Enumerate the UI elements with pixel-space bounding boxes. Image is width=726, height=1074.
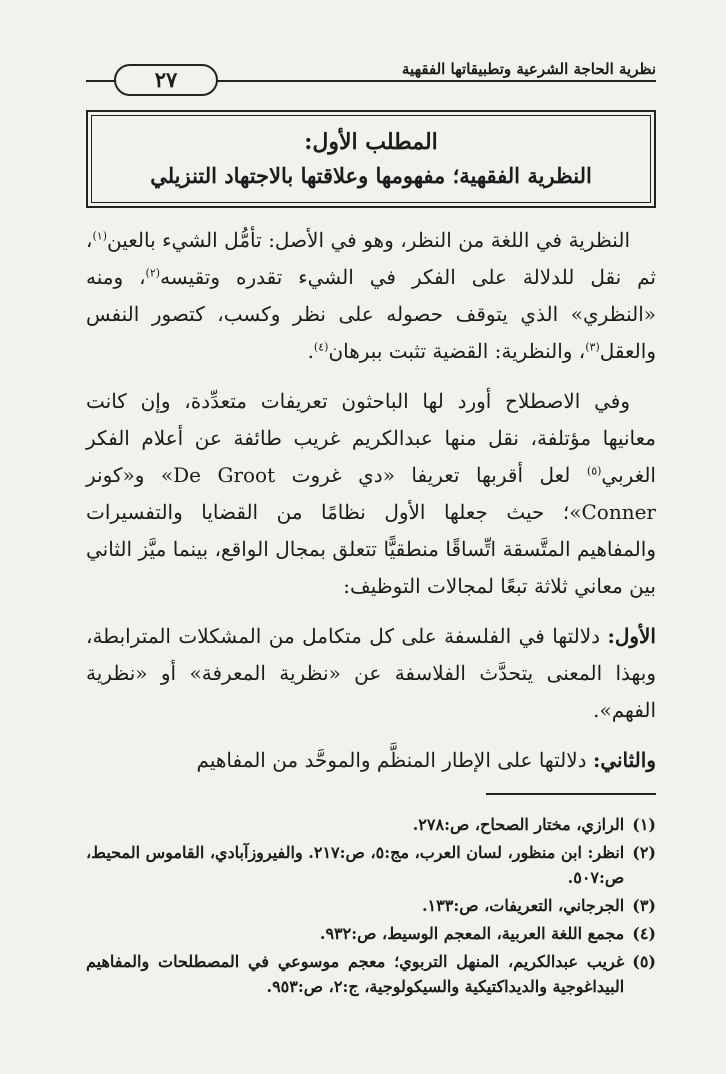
- footnote-text: الجرجاني، التعريفات، ص:١٣٣.: [421, 896, 625, 915]
- footnote-1: [86, 812, 656, 837]
- footnote-ref-3[interactable]: (٣): [585, 340, 600, 354]
- paragraph-text: ، ثم نقل للدلالة على الفكر في الشيء تقدره وتقيسه: [86, 228, 656, 289]
- footnote-ref-1[interactable]: (١): [92, 229, 107, 243]
- paragraph-text: .: [307, 339, 314, 363]
- paragraph-text: وفي الاصطلاح أورد لها الباحثون تعريفات متعدِّدة، وإن كانت معانيها مؤتلفة، نقل منها عبدالكريم غريب طائفة عن أعلام الفكر الغربي: [86, 389, 656, 487]
- running-header: [86, 58, 656, 102]
- footnote-number: (٣): [632, 896, 656, 915]
- paragraph-linguistic-definition: [86, 222, 656, 370]
- header-title: نظرية الحاجة الشرعية وتطبيقاتها الفقهية: [394, 60, 656, 78]
- paragraph-lead: الأول:: [607, 624, 656, 648]
- footnote-ref-4[interactable]: (٤): [313, 340, 329, 354]
- body-text: [86, 222, 656, 792]
- paragraph-text: لعل أقربها تعريفا «دي غروت De Groot» و«كونر Conner»؛ حيث جعلها الأول نظامًا من القضايا والتفسيرات والمفاهيم المتَّسقة اتِّساقًا منطقيًّا تتعلق بمجال الواقع، بينما ميَّز الثاني بين معاني ثلاثة تبعًا لمجالات التوظيف:: [86, 463, 656, 598]
- paragraph-text: دلالتها في الفلسفة على كل متكامل من المشكلات المترابطة، وبهذا المعنى يتحدَّث الفلاسفة عن «نظرية المعرفة» أو «نظرية الفهم».: [86, 624, 656, 722]
- section-title: النظرية الفقهية؛ مفهومها وعلاقتها بالاجتهاد التنزيلي: [150, 163, 592, 188]
- footnotes: [86, 812, 656, 1002]
- section-title-inner-frame: [91, 115, 651, 203]
- paragraph-text: دلالتها على الإطار المنظَّم والموحَّد من المفاهيم: [196, 748, 593, 772]
- footnote-ref-2[interactable]: (٢): [145, 266, 161, 280]
- paragraph-second-meaning: [86, 742, 656, 779]
- footnote-text: غريب عبدالكريم، المنهل التربوي؛ معجم موسوعي في المصطلحات والمفاهيم البيداغوجية والديداكتيكية والسيكولوجية، ج:٢، ص:٩٥٣.: [86, 952, 625, 996]
- footnote-5: [86, 949, 656, 999]
- footnote-ref-5[interactable]: (٥): [586, 464, 602, 478]
- paragraph-first-meaning: [86, 618, 656, 729]
- footnote-number: (٥): [632, 952, 656, 971]
- footnote-4: [86, 921, 656, 946]
- paragraph-technical-definition: [86, 383, 656, 605]
- footnote-number: (١): [632, 815, 656, 834]
- footnote-2: [86, 840, 656, 890]
- footnote-number: (٢): [632, 843, 656, 862]
- footnote-text: الرازي، مختار الصحاح، ص:٢٧٨.: [412, 815, 625, 834]
- footnote-separator: [486, 793, 656, 795]
- page-number: ٢٧: [114, 64, 218, 96]
- section-label: المطلب الأول:: [304, 129, 438, 155]
- footnote-text: مجمع اللغة العربية، المعجم الوسيط، ص:٩٣٢.: [319, 924, 625, 943]
- footnote-number: (٤): [632, 924, 656, 943]
- paragraph-lead: والثاني:: [592, 748, 656, 772]
- paragraph-text: النظرية في اللغة من النظر، وهو في الأصل: تأمُّل الشيء بالعين: [106, 228, 630, 252]
- paragraph-text: ، ومنه «النظري» الذي يتوقف حصوله على نظر وكسب، كتصور النفس والعقل: [86, 265, 656, 363]
- footnote-3: [86, 893, 656, 918]
- paragraph-text: ، والنظرية: القضية تثبت ببرهان: [328, 339, 586, 363]
- section-title-box: [86, 110, 656, 208]
- footnote-text: انظر: ابن منظور، لسان العرب، مج:٥، ص:٢١٧. والفيروزآبادي، القاموس المحيط، ص:٥٠٧.: [85, 843, 625, 887]
